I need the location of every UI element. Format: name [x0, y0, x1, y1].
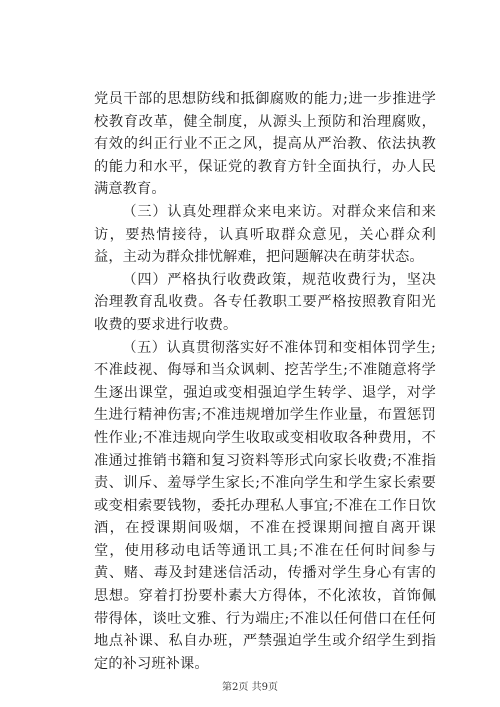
paragraph-section-four: （四）严格执行收费政策，规范收费行为，坚决治理教育乱收费。各专任教职工要严格按照教育阳光收费的要求进行收费。: [94, 271, 436, 333]
document-body: [94, 88, 436, 675]
page-number-footer: 第2页 共9页: [222, 682, 278, 693]
paragraph-intro-continuation: 党员干部的思想防线和抵御腐败的能力;进一步推进学校教育改革，健全制度，从源头上预防和治理腐败，有效的纠正行业不正之风，提高从严治教、依法执教的能力和水平，保证党的教育方针全面执行，办人民满意教育。: [94, 91, 436, 198]
paragraph-section-three: （三）认真处理群众来电来访。对群众来信和来访，要热情接待，认真听取群众意见，关心群众利益，主动为群众排忧解难，把问题解决在萌芽状态。: [94, 203, 436, 266]
paragraph-section-five: （五）认真贯彻落实好不准体罚和变相体罚学生;不准歧视、侮辱和当众讽刺、挖苦学生;不准随意将学生逐出课堂，强迫或变相强迫学生转学、退学，对学生进行精神伤害;不准违规增加学生作业量，布置惩罚性作业;不准违规向学生收取或变相收取各种费用，不准通过推销书籍和复习资料等形式向家长收费;不准指责、训斥、羞辱学生家长;不准向学生和学生家长索要或变相索要钱物，委托办理私人事宜;不准在工作日饮酒，在授课期间吸烟，不准在授课期间擅自离开课堂，使用移动电话等通讯工具;不准在任何时间参与黄、赌、毒及封建迷信活动，传播对学生身心有害的思想。穿着打扮要朴素大方得体，不化浓妆，首饰佩带得体，谈吐文雅、行为端庄;不准以任何借口在任何地点补课、私自办班，严禁强迫学生或介绍学生到指定的补习班补课。: [94, 339, 436, 672]
